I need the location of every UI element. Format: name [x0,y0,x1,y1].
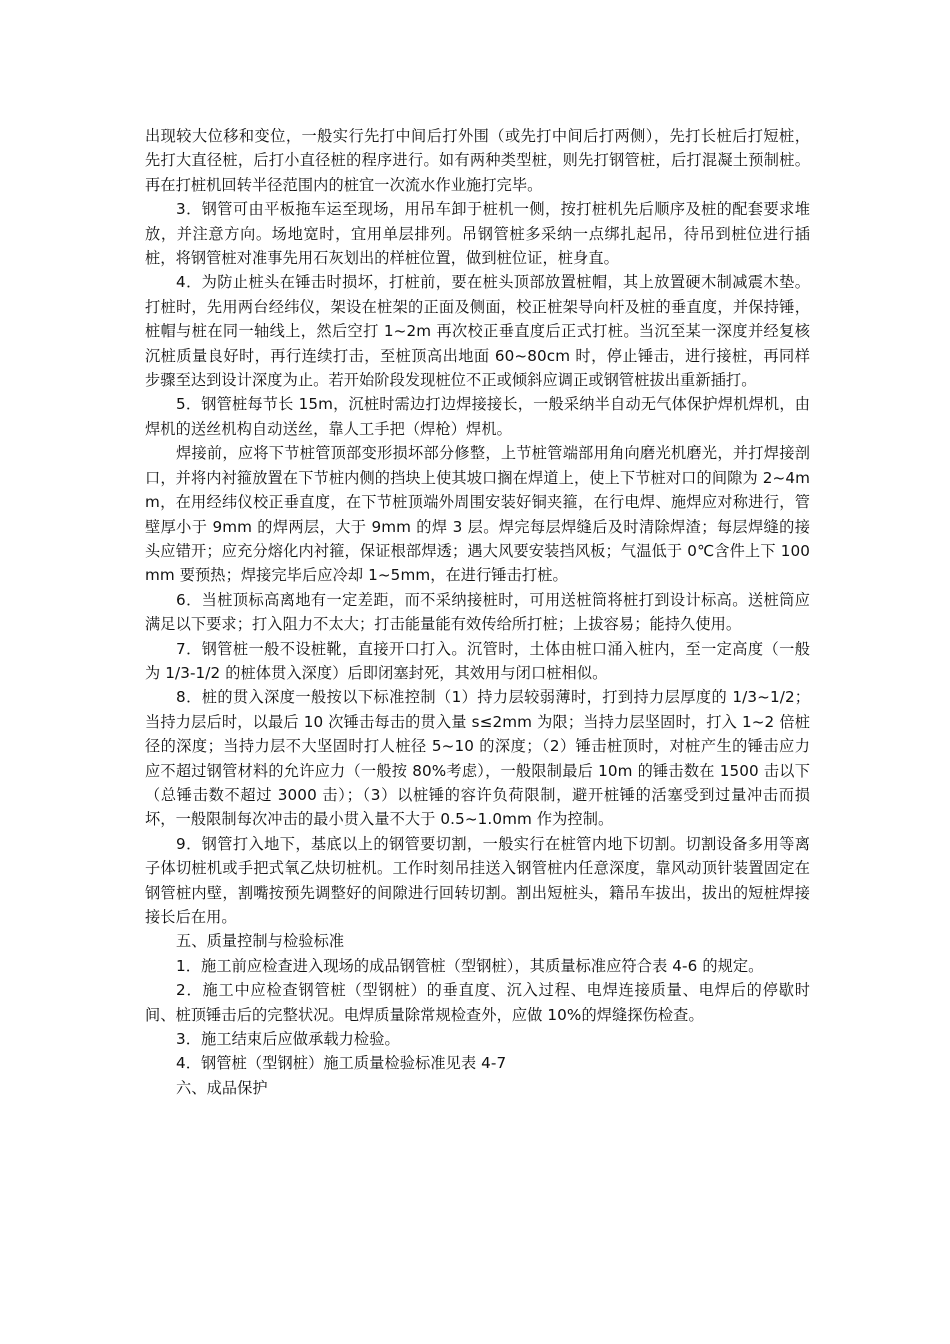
section-heading-quality-control: 五、质量控制与检验标准 [176,932,345,951]
paragraph-welding-preparation: 焊接前，应将下节桩管顶部变形损坏部分修整，上节桩管端部用角向磨光机磨光，并打焊接剖口，并将内衬箍放置在下节桩内侧的挡块上使其坡口搁在焊道上，使上下节桩对口的间隙为 2~4mm，在用经纬仪校正垂直度，在下节桩顶端外周围安装好铜夹箍，在行电焊、施焊应对称进行，管壁厚小于 9mm 的焊两层，大于 9mm 的焊 3 层。焊完每层焊缝后及时清除焊渣；每层焊缝的接头应错开；应充分熔化内衬箍，保证根部焊透；遇大风要安装挡风板；气温低于 0℃含件上下 100mm 要预热；焊接完毕后应冷却 1~5mm，在进行锤击打桩。 [145,444,810,585]
section-heading-product-protection: 六、成品保护 [176,1078,268,1097]
quality-item-1: 1．施工前应检查进入现场的成品钢管桩（型钢桩），其质量标准应符合表 4-6 的规定。 [176,956,764,975]
paragraph-6-follower: 6．当桩顶标高离地有一定差距，而不采纳接桩时，可用送桩筒将桩打到设计标高。送桩筒应满足以下要求；打入阻力不太大；打击能量能有效传给所打桩；上拔容易；能持久使用。 [145,590,810,634]
paragraph-5-segment-welding: 5．钢管桩每节长 15m，沉桩时需边打边焊接接长，一般采纳半自动无气体保护焊机焊机，由焊机的送丝机构自动送丝，靠人工手把（焊枪）焊机。 [145,395,810,438]
paragraph-7-open-end: 7．钢管桩一般不设桩靴，直接开口打入。沉管时，土体由桩口涌入桩内，至一定高度（一般为 1/3-1/2 的桩体贯入深度）后即闭塞封死，其效用与闭口桩相似。 [145,639,810,682]
paragraph-3-transport: 3．钢管可由平板拖车运至现场，用吊车卸于桩机一侧，按打桩机先后顺序及桩的配套要求堆放，并注意方向。场地宽时，宜用单层排列。吊钢管桩多采纳一点绑扎起吊，待吊到桩位进行插桩，将钢管桩对准事先用石灰划出的样桩位置，做到桩位证，桩身直。 [145,200,810,268]
document-body [145,124,810,1100]
paragraph-continuation: 出现较大位移和变位，一般实行先打中间后打外围（或先打中间后打两侧），先打长桩后打短桩，先打大直径桩，后打小直径桩的程序进行。如有两种类型桩，则先打钢管桩，后打混凝土预制桩。再在打桩机回转半径范围内的桩宜一次流水作业施打完毕。 [145,127,810,194]
paragraph-4-pile-cap: 4．为防止桩头在锤击时损坏，打桩前，要在桩头顶部放置桩帽，其上放置硬木制减震木垫。打桩时，先用两台经纬仪，架设在桩架的正面及侧面，校正桩架导向杆及桩的垂直度，并保持锤，桩帽与桩在同一轴线上，然后空打 1~2m 再次校正垂直度后正式打桩。当沉至某一深度并经复核沉桩质量良好时，再行连续打击，至桩顶高出地面 60~80cm 时，停止锤击，进行接桩，再同样步骤至达到设计深度为止。若开始阶段发现桩位不正或倾斜应调正或钢管桩拔出重新插打。 [145,273,810,390]
quality-item-3: 3．施工结束后应做承载力检验。 [176,1030,400,1049]
paragraph-9-cutting: 9．钢管打入地下，基底以上的钢管要切割，一般实行在桩管内地下切割。切割设备多用等离子体切桩机或手把式氧乙炔切桩机。工作时刻吊挂送入钢管桩内任意深度，靠风动顶针装置固定在钢管桩内壁，割嘴按预先调整好的间隙进行回转切割。割出短桩头，籍吊车拔出，拔出的短桩焊接接长后在用。 [145,834,810,926]
quality-item-2: 2．施工中应检查钢管桩（型钢桩）的垂直度、沉入过程、电焊连接质量、电焊后的停歇时间、桩顶锤击后的完整状况。电焊质量除常规检查外，应做 10%的焊缝探伤检查。 [145,981,810,1024]
quality-item-4: 4．钢管桩（型钢桩）施工质量检验标准见表 4-7 [176,1054,507,1073]
paragraph-8-penetration-depth: 8．桩的贯入深度一般按以下标准控制（1）持力层较弱薄时，打到持力层厚度的 1/3~1/2；当持力层后时，以最后 10 次锤击每击的贯入量 s≤2mm 为限；当持力层坚固时，打入 1~2 倍桩径的深度；当持力层不大坚固时打人桩径 5~10 的深度；（2）锤击桩顶时，对桩产生的锤击应力应不超过钢管材料的允许应力（一般按 80%考虑），一般限制最后 10m 的锤击数在 1500 击以下（总锤击数不超过 3000 击）；（3）以桩锤的容许负荷限制，避开桩锤的活塞受到过量冲击而损坏，一般限制每次冲击的最小贯入量不大于 0.5~1.0mm 作为控制。 [145,688,810,829]
